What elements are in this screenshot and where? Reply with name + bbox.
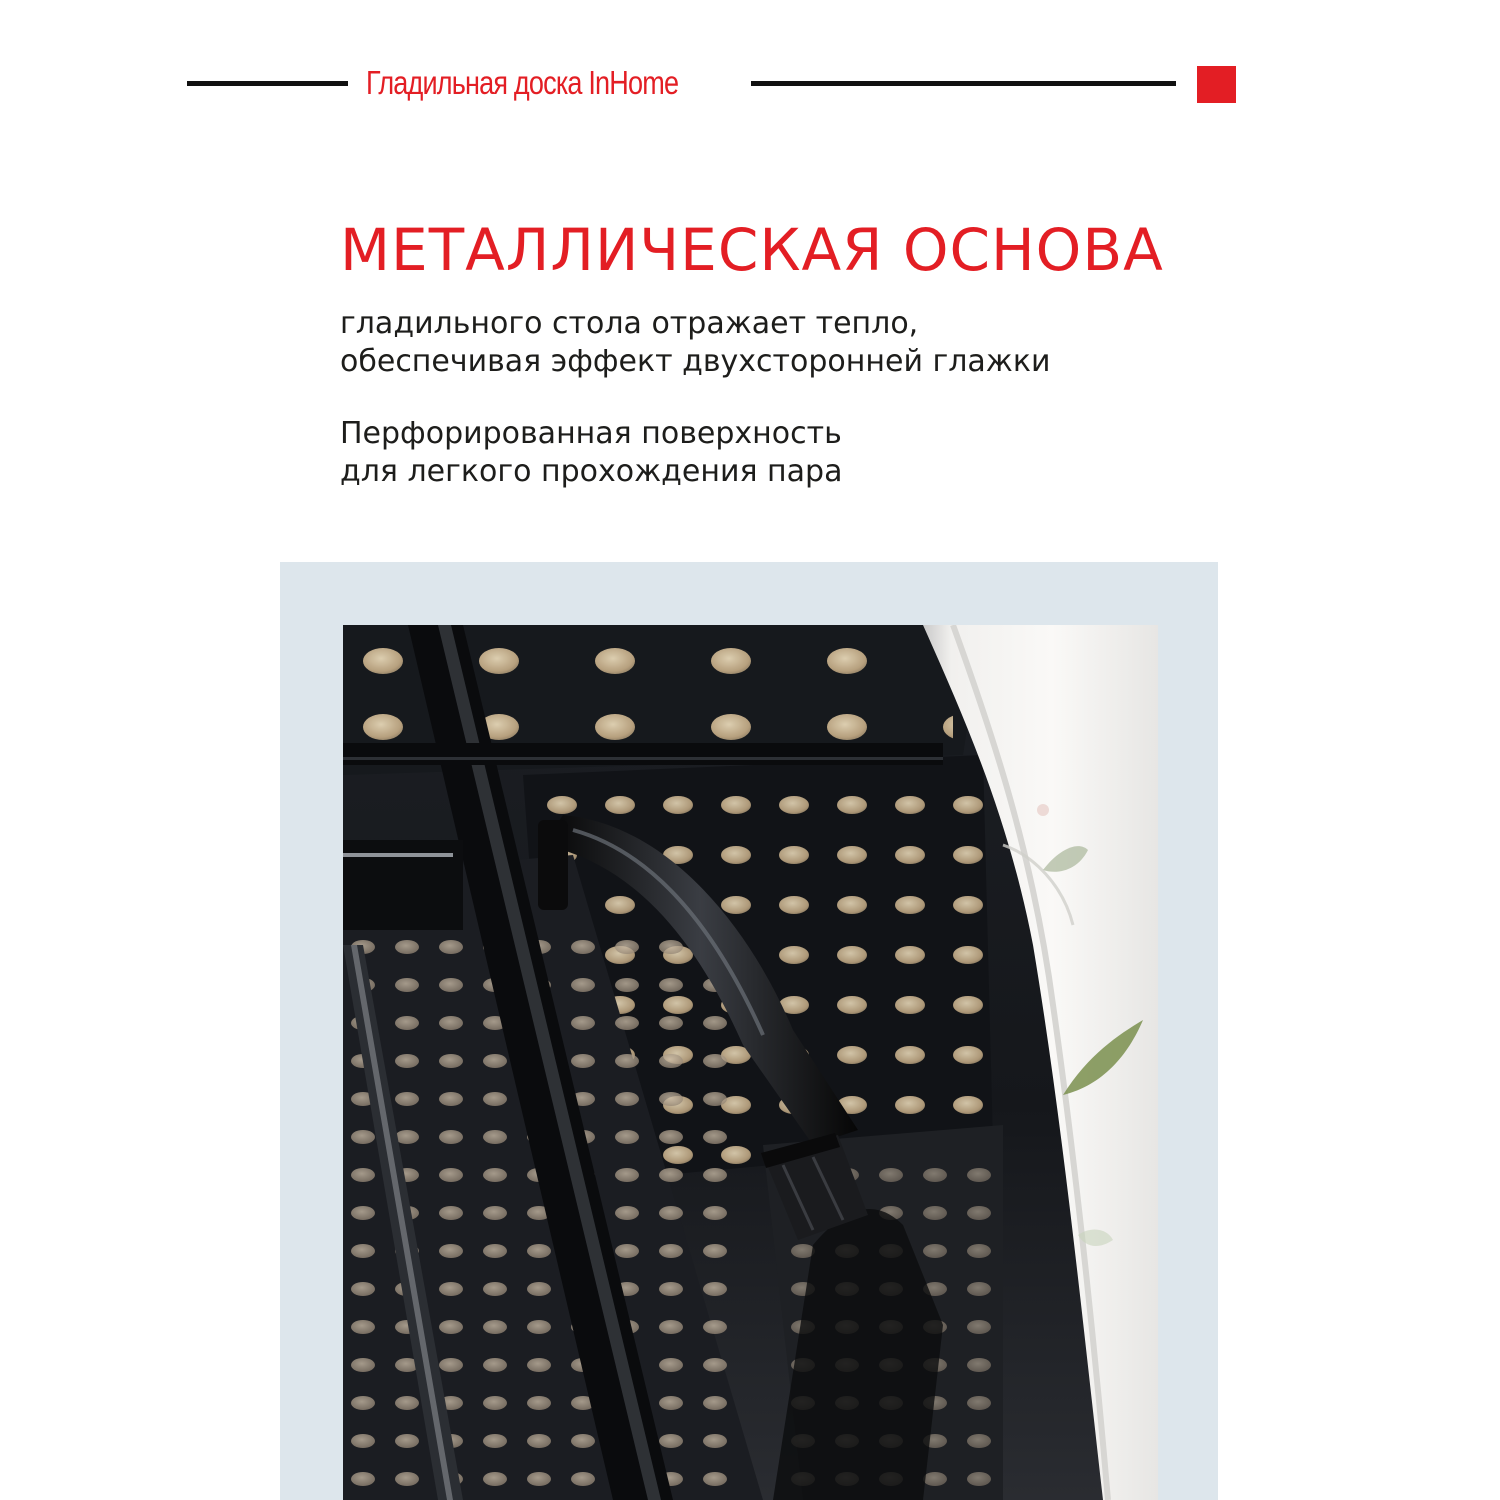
description-perforated-line-1: Перфорированная поверхность [340,416,842,451]
perforated-metal-board-photo-icon [343,625,1158,1500]
description-perforated-surface [340,415,843,491]
product-photo [343,625,1158,1500]
description-reflects-heat-line-1: гладильного стола отражает тепло, [340,306,919,341]
description-perforated-line-2: для легкого прохождения пара [340,454,843,489]
description-reflects-heat [340,305,1050,381]
headline: МЕТАЛЛИЧЕСКАЯ ОСНОВА [340,216,1164,284]
header-title: Гладильная доска InHome [366,64,679,101]
header-divider-left [187,81,348,86]
description-reflects-heat-line-2: обеспечивая эффект двухсторонней глажки [340,344,1051,379]
brand-square-icon [1197,66,1236,103]
header-divider-right [751,81,1176,86]
